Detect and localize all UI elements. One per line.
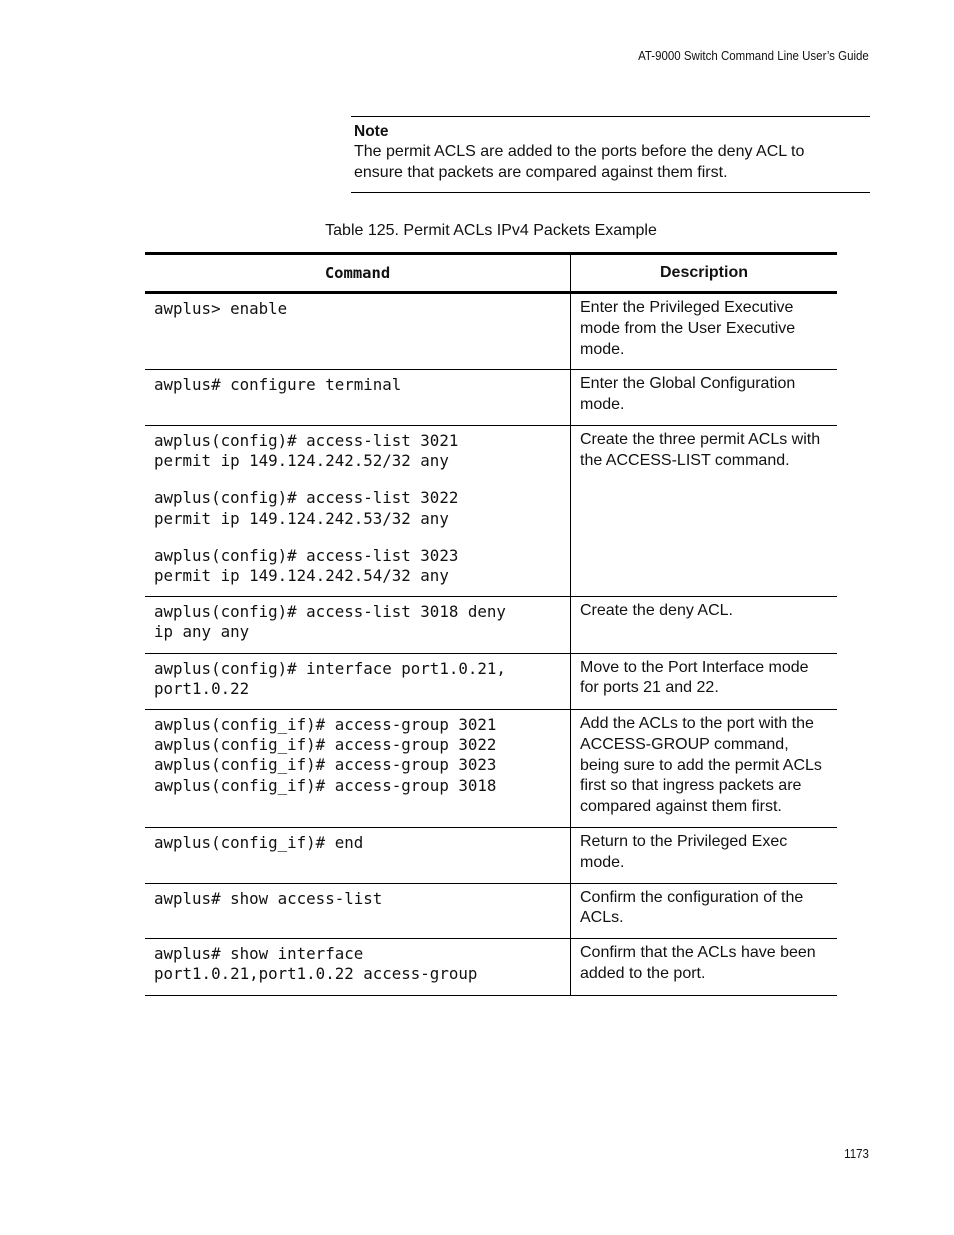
description-line: Create the deny ACL. — [580, 602, 733, 620]
command-line: awplus(config_if)# access-group 3022 — [154, 735, 497, 755]
description-line: added to the port. — [580, 964, 706, 982]
table-row — [145, 293, 837, 370]
description-line: Enter the Privileged Executive — [580, 299, 794, 316]
command-cell — [145, 828, 571, 884]
note-text-line: ensure that packets are compared against them first. — [354, 164, 728, 181]
description-line: Create the three permit ACLs with — [580, 430, 821, 448]
command-cell — [145, 710, 571, 828]
command-line: port1.0.22 — [154, 678, 250, 698]
running-header: AT-9000 Switch Command Line User’s Guide — [638, 49, 869, 63]
description-line: mode. — [580, 853, 625, 871]
command-line: awplus> enable — [154, 299, 288, 318]
table-row — [145, 597, 837, 653]
description-line: Return to the Privileged Exec — [580, 833, 788, 850]
description-cell — [571, 828, 838, 884]
command-line: awplus(config)# access-list 3023 — [154, 545, 459, 565]
table-row — [145, 883, 837, 939]
command-line: awplus(config)# access-list 3021 — [154, 430, 459, 450]
table-header-row — [145, 254, 837, 293]
command-line: port1.0.21,port1.0.22 access-group — [154, 964, 478, 984]
page-number: 1173 — [844, 1147, 869, 1161]
command-cell — [145, 597, 571, 653]
description-line: mode. — [580, 340, 625, 358]
description-line: Add the ACLs to the port with the — [580, 715, 814, 733]
description-cell — [571, 425, 838, 596]
description-line: first so that ingress packets are — [580, 777, 802, 795]
commands-table — [145, 252, 837, 996]
description-line: being sure to add the permit ACLs — [580, 756, 822, 774]
description-cell — [571, 597, 838, 653]
description-cell — [571, 883, 838, 939]
description-line: Move to the Port Interface mode — [580, 658, 809, 676]
command-line: awplus(config_if)# access-group 3023 — [154, 755, 497, 775]
column-header-description: Description — [571, 254, 838, 293]
command-line: permit ip 149.124.242.52/32 any — [154, 451, 449, 471]
note-box — [351, 116, 870, 193]
column-header-command: Command — [145, 254, 571, 293]
command-line: permit ip 149.124.242.53/32 any — [154, 508, 449, 528]
description-line: ACCESS-GROUP command, — [580, 735, 789, 753]
command-cell — [145, 653, 571, 709]
table-caption: Table 125. Permit ACLs IPv4 Packets Example — [325, 222, 657, 239]
command-cell — [145, 425, 571, 596]
description-cell — [571, 370, 838, 426]
command-spacer — [154, 471, 566, 488]
description-line: Enter the Global Configuration — [580, 375, 796, 393]
command-spacer — [154, 529, 566, 546]
command-line: awplus# show interface — [154, 944, 364, 964]
command-line: awplus(config_if)# access-group 3021 — [154, 715, 497, 735]
command-line: awplus(config_if)# access-group 3018 — [154, 775, 497, 795]
description-line: Confirm that the ACLs have been — [580, 944, 816, 962]
description-line: ACLs. — [580, 909, 624, 927]
table-row — [145, 425, 837, 596]
table-row — [145, 828, 837, 884]
description-line: compared against them first. — [580, 798, 782, 816]
command-line: awplus# show access-list — [154, 888, 383, 908]
description-cell — [571, 293, 838, 370]
description-line: for ports 21 and 22. — [580, 679, 719, 697]
command-cell — [145, 883, 571, 939]
command-line: awplus(config_if)# end — [154, 833, 364, 852]
description-line: mode. — [580, 396, 625, 414]
command-cell — [145, 370, 571, 426]
command-line: awplus(config)# access-list 3022 — [154, 488, 459, 508]
description-line: the ACCESS-LIST command. — [580, 451, 790, 469]
command-line: awplus# configure terminal — [154, 375, 402, 395]
description-cell — [571, 653, 838, 709]
description-line: mode from the User Executive — [580, 319, 796, 337]
description-line: Confirm the configuration of the — [580, 888, 804, 906]
command-cell — [145, 293, 571, 370]
description-cell — [571, 939, 838, 995]
note-text — [354, 141, 867, 183]
table-body — [145, 293, 837, 996]
command-cell — [145, 939, 571, 995]
note-text-line: The permit ACLS are added to the ports before the deny ACL to — [354, 143, 805, 160]
command-line: permit ip 149.124.242.54/32 any — [154, 566, 449, 585]
table-row — [145, 939, 837, 995]
table-row — [145, 370, 837, 426]
table-row — [145, 710, 837, 828]
command-line: ip any any — [154, 622, 250, 642]
command-line: awplus(config)# interface port1.0.21, — [154, 658, 506, 678]
note-title: Note — [354, 123, 389, 140]
command-line: awplus(config)# access-list 3018 deny — [154, 602, 506, 622]
table-row — [145, 653, 837, 709]
description-cell — [571, 710, 838, 828]
